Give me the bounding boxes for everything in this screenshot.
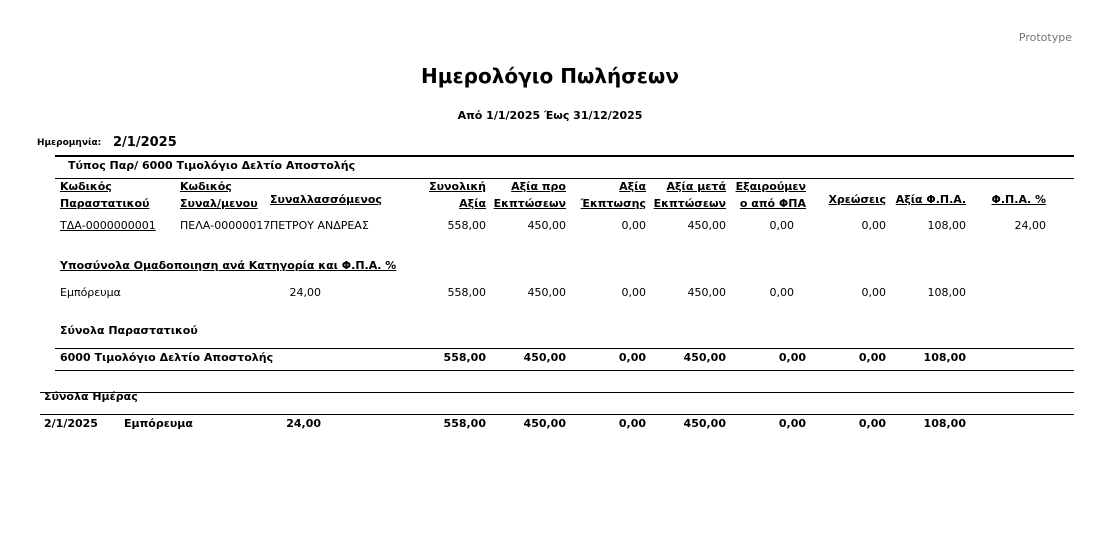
subtotal-pct: 24,00: [289, 286, 321, 299]
doc-totals-post-discount: 450,00: [683, 351, 726, 364]
doc-type-heading: Τύπος Παρ/ 6000 Τιμολόγιο Δελτίο Αποστολής: [68, 159, 356, 172]
col-doc-code: Κωδικός Παραστατικού: [60, 180, 150, 210]
charges-cell: 0,00: [861, 219, 886, 232]
col-discount: Αξία Έκπτωσης: [580, 180, 646, 210]
subtotals-heading: Υποσύνολα Ομαδοποιηση ανά Κατηγορία και Φ.Π.Α. %: [60, 259, 397, 272]
post-discount-cell: 450,00: [687, 219, 726, 232]
day-totals-discount: 0,00: [618, 417, 646, 430]
date-value: 2/1/2025: [113, 135, 177, 150]
doc-totals-charges: 0,00: [858, 351, 886, 364]
pre-discount-cell: 450,00: [527, 219, 566, 232]
day-totals-post-discount: 450,00: [683, 417, 726, 430]
col-pre-discount: Αξία προ Εκπτώσεων: [493, 180, 566, 210]
day-totals-pre-discount: 450,00: [523, 417, 566, 430]
watermark-label: Prototype: [1018, 31, 1072, 44]
subtotal-category: Εμπόρευμα: [60, 286, 121, 299]
subtotal-charges: 0,00: [861, 286, 886, 299]
doc-totals-label: 6000 Τιμολόγιο Δελτίο Αποστολής: [60, 351, 274, 364]
divider: [40, 392, 1074, 393]
doc-totals-total: 558,00: [443, 351, 486, 364]
party-code-cell: ΠΕΛΑ-00000017: [180, 219, 271, 232]
doc-totals-vat-value: 108,00: [923, 351, 966, 364]
col-vat-value: Αξία Φ.Π.Α.: [895, 193, 966, 206]
vat-exempt-cell: 0,00: [769, 219, 794, 232]
report-title: Ημερολόγιο Πωλήσεων: [421, 64, 679, 88]
subtotal-total: 558,00: [447, 286, 486, 299]
doc-totals-heading: Σύνολα Παραστατικού: [60, 324, 198, 337]
report-period: Από 1/1/2025 Έως 31/12/2025: [457, 109, 643, 122]
doc-totals-pre-discount: 450,00: [523, 351, 566, 364]
subtotal-post-discount: 450,00: [687, 286, 726, 299]
vat-value-cell: 108,00: [927, 219, 966, 232]
col-party-code: Κωδικός Συναλ/μενου: [180, 180, 258, 210]
day-totals-total: 558,00: [443, 417, 486, 430]
day-totals-category: Εμπόρευμα: [124, 417, 193, 430]
date-label: Ημερομηνία:: [37, 138, 102, 148]
subtotal-pre-discount: 450,00: [527, 286, 566, 299]
subtotal-vat-value: 108,00: [927, 286, 966, 299]
divider: [55, 155, 1074, 157]
divider: [40, 414, 1074, 415]
col-post-discount: Αξία μετά Εκπτώσεων: [653, 180, 726, 210]
col-vat-pct: Φ.Π.Α. %: [991, 193, 1046, 206]
divider: [55, 348, 1074, 349]
total-cell: 558,00: [447, 219, 486, 232]
col-party: Συναλλασσόμενος: [270, 193, 382, 206]
day-totals-pct: 24,00: [286, 417, 321, 430]
doc-totals-discount: 0,00: [618, 351, 646, 364]
col-vat-exempt: Εξαιρούμεν ο από ΦΠΑ: [735, 180, 806, 210]
discount-cell: 0,00: [621, 219, 646, 232]
subtotal-discount: 0,00: [621, 286, 646, 299]
day-totals-charges: 0,00: [858, 417, 886, 430]
day-totals-date: 2/1/2025: [44, 417, 98, 430]
vat-pct-cell: 24,00: [1014, 219, 1046, 232]
divider: [55, 370, 1074, 371]
party-cell: ΠΕΤΡΟΥ ΑΝΔΡΕΑΣ: [270, 219, 369, 232]
subtotal-vat-exempt: 0,00: [769, 286, 794, 299]
col-charges: Χρεώσεις: [828, 193, 886, 206]
doc-code-link[interactable]: ΤΔΑ-0000000001: [60, 219, 156, 232]
day-totals-heading: Σύνολα Ημέρας: [44, 390, 138, 403]
day-totals-vat-value: 108,00: [923, 417, 966, 430]
doc-totals-vat-exempt: 0,00: [778, 351, 806, 364]
day-totals-vat-exempt: 0,00: [778, 417, 806, 430]
col-total: Συνολική Αξία: [429, 180, 486, 210]
